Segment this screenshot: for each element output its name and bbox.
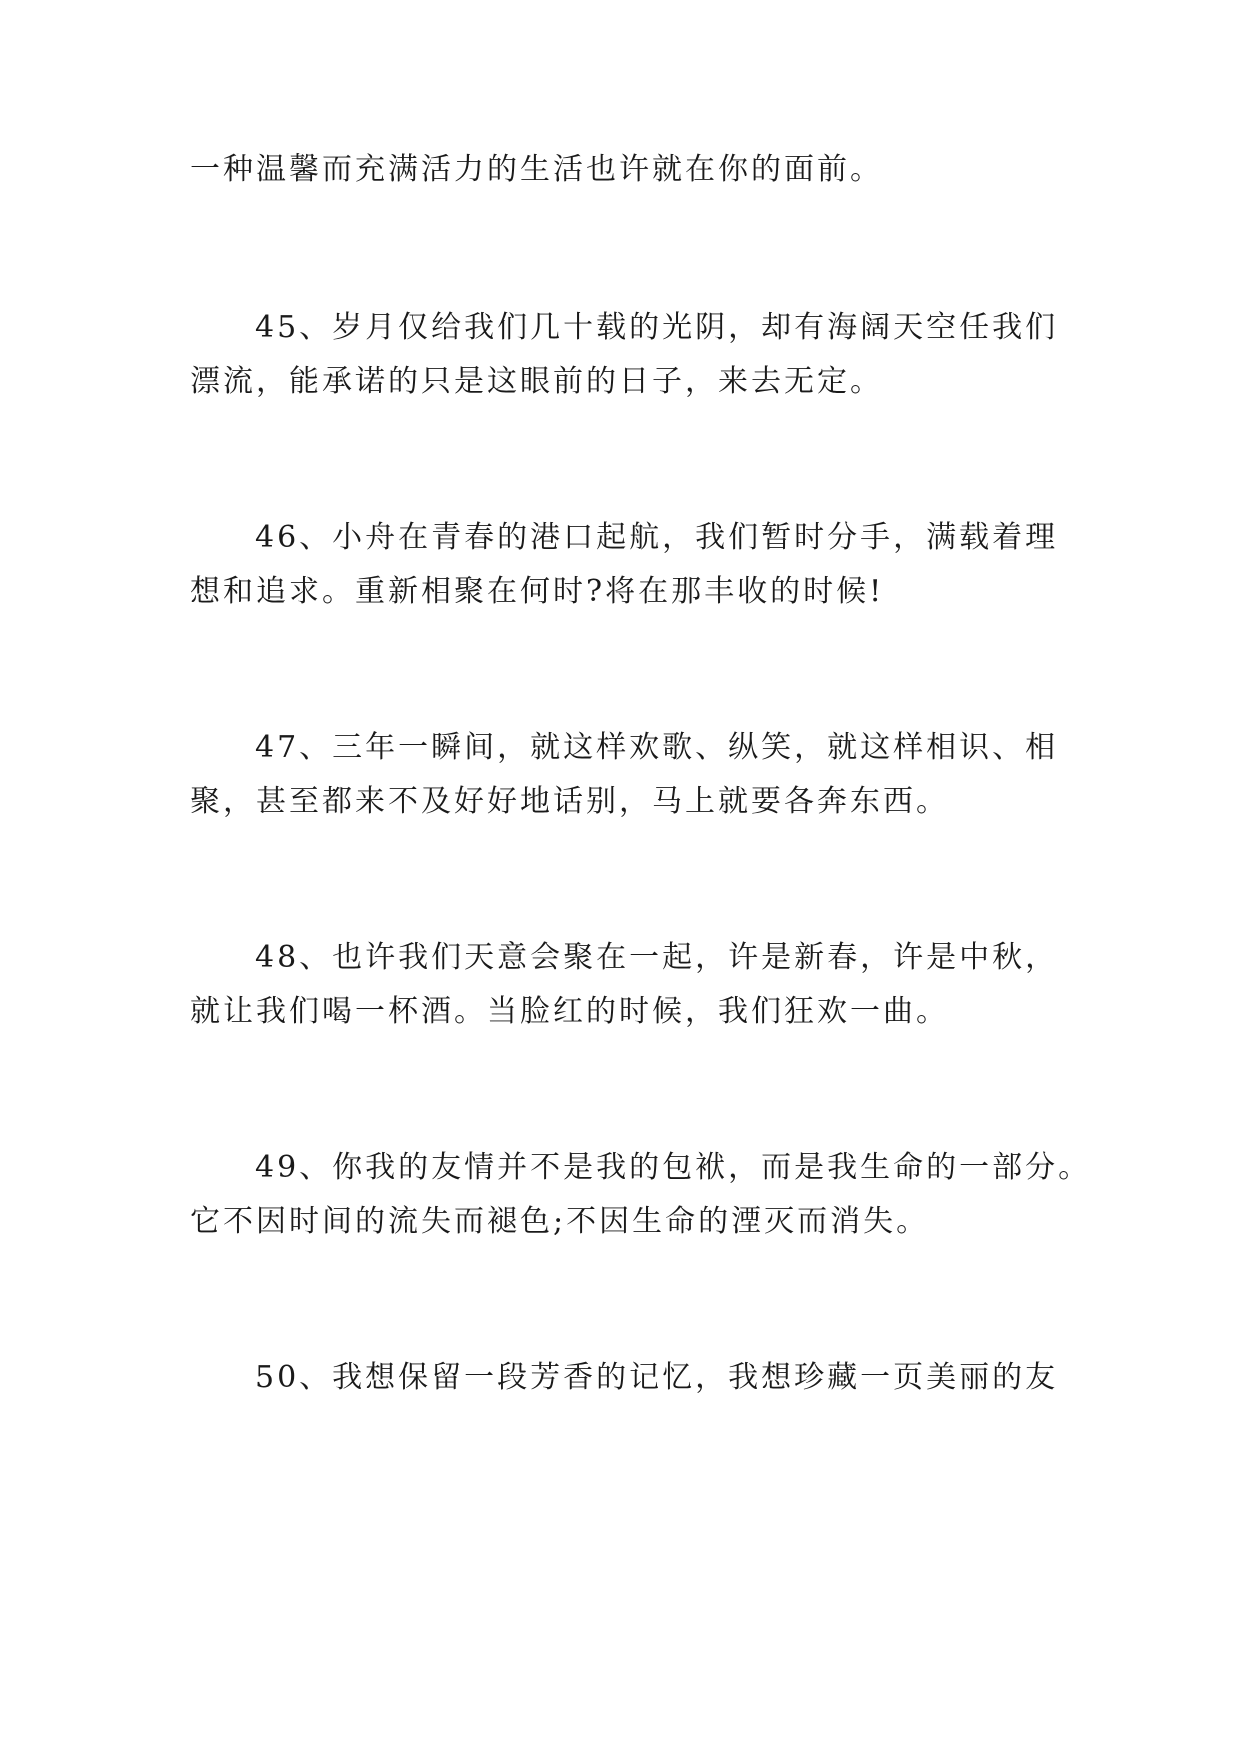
paragraph-50-line-1: 50、我想保留一段芳香的记忆，我想珍藏一页美丽的友 [255,1360,1059,1395]
paragraph-46-line-1: 46、小舟在青春的港口起航，我们暂时分手，满载着理 [255,520,1059,555]
paragraph-49-line-2: 它不因时间的流失而褪色;不因生命的湮灭而消失。 [190,1204,930,1239]
paragraph-46-line-2: 想和追求。重新相聚在何时?将在那丰收的时候! [190,574,885,609]
paragraph-44-line-1: 一种温馨而充满活力的生活也许就在你的面前。 [190,152,883,187]
paragraph-49-line-1: 49、你我的友情并不是我的包袱，而是我生命的一部分。 [255,1150,1092,1185]
paragraph-48-line-2: 就让我们喝一杯酒。当脸红的时候，我们狂欢一曲。 [190,994,949,1029]
paragraph-47-line-1: 47、三年一瞬间，就这样欢歌、纵笑，就这样相识、相 [255,730,1059,765]
paragraph-45-line-2: 漂流，能承诺的只是这眼前的日子，来去无定。 [190,364,883,399]
paragraph-48-line-1: 48、也许我们天意会聚在一起，许是新春，许是中秋， [255,940,1059,975]
paragraph-47-line-2: 聚，甚至都来不及好好地话别，马上就要各奔东西。 [190,784,949,819]
paragraph-45-line-1: 45、岁月仅给我们几十载的光阴，却有海阔天空任我们 [255,310,1059,345]
